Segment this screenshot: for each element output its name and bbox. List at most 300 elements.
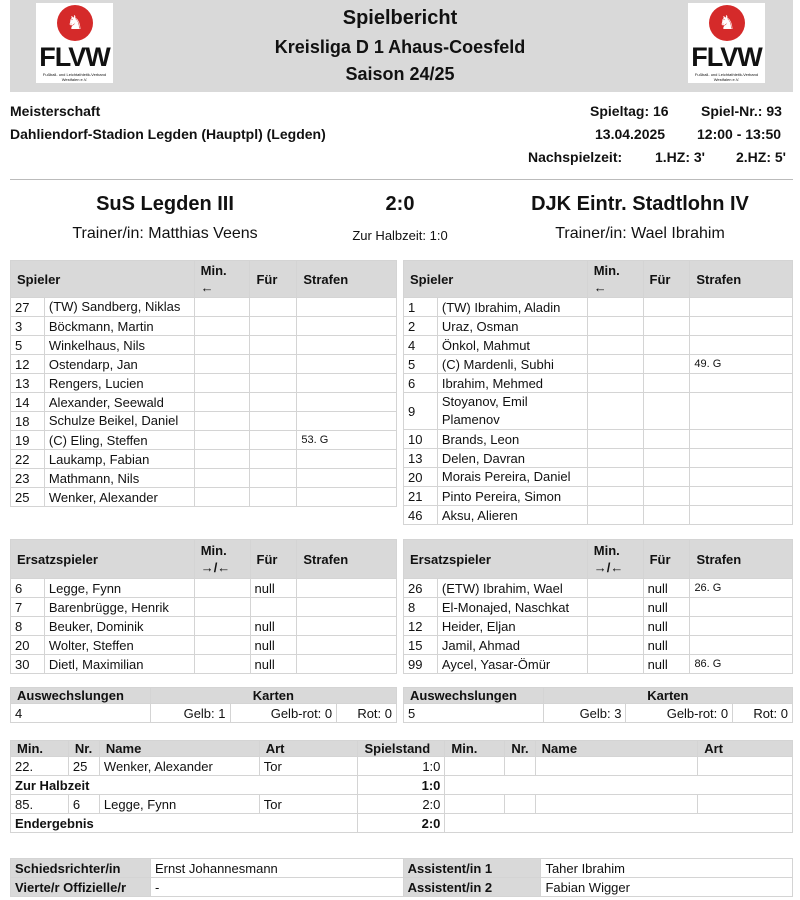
player-for: null <box>643 579 690 598</box>
assistant1-label: Assistent/in 1 <box>403 859 541 878</box>
player-row <box>404 468 793 487</box>
player-penalty <box>690 374 793 393</box>
player-minute <box>587 298 643 317</box>
player-for <box>250 412 297 431</box>
player-minute <box>194 636 250 655</box>
player-for <box>250 598 297 617</box>
home-team: SuS Legden III <box>96 193 234 215</box>
player-minute <box>587 336 643 355</box>
divider <box>10 179 793 180</box>
player-penalty <box>690 449 793 468</box>
away-goal-cell <box>535 757 698 776</box>
player-for: null <box>643 617 690 636</box>
player-for <box>643 487 690 506</box>
player-row <box>11 431 397 450</box>
spielstand-header: Spielstand <box>358 741 445 757</box>
goal-type: Tor <box>259 795 358 814</box>
match-number: Spiel-Nr.: 93 <box>701 103 782 119</box>
player-row <box>404 374 793 393</box>
empty-cell <box>445 814 793 833</box>
player-row <box>11 450 397 469</box>
report-title: Spielbericht <box>342 7 458 29</box>
player-row <box>404 655 793 674</box>
home-coach: Trainer/in: Matthias Veens <box>72 225 258 242</box>
player-name: Winkelhaus, Nils <box>44 336 194 355</box>
strafen-header: Strafen <box>297 261 397 298</box>
home-summary-table <box>10 687 397 723</box>
fourth-official-name: - <box>150 878 403 897</box>
player-for: null <box>250 636 297 655</box>
player-minute <box>194 579 250 598</box>
away-subs-count: 5 <box>404 704 544 723</box>
player-name: Heider, Eljan <box>437 617 587 636</box>
league-name: Kreisliga D 1 Ahaus-Coesfeld <box>274 37 526 57</box>
player-number: 12 <box>11 355 45 374</box>
player-number: 46 <box>404 506 438 525</box>
away-red: Rot: 0 <box>733 704 793 723</box>
player-penalty <box>690 468 793 487</box>
player-name: Pinto Pereira, Simon <box>437 487 587 506</box>
away-goal-cell <box>445 757 505 776</box>
fuer-header: Für <box>643 261 690 298</box>
player-for <box>250 393 297 412</box>
player-number: 27 <box>11 298 45 317</box>
arrows-swap-icon: →/← <box>593 560 624 575</box>
player-row <box>11 374 397 393</box>
player-minute <box>587 393 643 430</box>
player-minute <box>587 487 643 506</box>
goals-table <box>10 740 793 833</box>
player-penalty: 26. G <box>690 579 793 598</box>
player-number: 1 <box>404 298 438 317</box>
player-number: 99 <box>404 655 438 674</box>
player-minute <box>194 469 250 488</box>
player-minute <box>194 317 250 336</box>
player-number: 21 <box>404 487 438 506</box>
player-name: Schulze Beikel, Daniel <box>44 412 194 431</box>
goal-scorer-name: Legge, Fynn <box>99 795 259 814</box>
empty-cell <box>445 776 793 795</box>
logo-subtext: Fußball- und Leichtathletik-Verband Westfalen e.V. <box>694 72 759 82</box>
goal-art-header-away: Art <box>698 741 793 757</box>
player-penalty <box>690 598 793 617</box>
matchday: Spieltag: 16 <box>590 103 669 119</box>
player-for <box>643 336 690 355</box>
fourth-official-label: Vierte/r Offizielle/r <box>11 878 151 897</box>
player-name: Wolter, Steffen <box>44 636 194 655</box>
player-penalty <box>297 317 397 336</box>
player-row <box>11 636 397 655</box>
player-minute <box>194 617 250 636</box>
player-for <box>643 468 690 487</box>
player-name: Önkol, Mahmut <box>437 336 587 355</box>
min-label: Min. <box>200 543 227 558</box>
home-subs-count: 4 <box>11 704 151 723</box>
extra-time-second-half: 2.HZ: 5' <box>736 149 787 165</box>
player-penalty: 86. G <box>690 655 793 674</box>
extra-time-label: Nachspielzeit: <box>528 149 623 165</box>
player-name: (C) Mardenli, Subhi <box>437 355 587 374</box>
arrow-left-icon: ← <box>593 280 607 295</box>
assistant1-name: Taher Ibrahim <box>541 859 793 878</box>
away-summary-table <box>403 687 793 723</box>
goal-min-header-away: Min. <box>445 741 505 757</box>
player-name: Morais Pereira, Daniel <box>437 468 587 487</box>
player-name: Delen, Davran <box>437 449 587 468</box>
player-minute <box>194 488 250 507</box>
away-yellow-red: Gelb-rot: 0 <box>626 704 733 723</box>
player-penalty <box>690 430 793 449</box>
player-number: 8 <box>11 617 45 636</box>
player-minute <box>194 598 250 617</box>
player-for <box>250 488 297 507</box>
player-row <box>404 336 793 355</box>
player-number: 26 <box>404 579 438 598</box>
min-label: Min. <box>593 543 620 558</box>
auswechslungen-header: Auswechslungen <box>11 688 151 704</box>
player-number: 5 <box>404 355 438 374</box>
player-for <box>643 449 690 468</box>
logo-subtext: Fußball- und Leichtathletik-Verband Westfalen e.V. <box>42 72 107 82</box>
player-for <box>643 317 690 336</box>
player-number: 18 <box>11 412 45 431</box>
player-number: 13 <box>11 374 45 393</box>
player-name: Beuker, Dominik <box>44 617 194 636</box>
score-stage-value: 2:0 <box>358 814 445 833</box>
competition: Meisterschaft <box>10 103 101 119</box>
goal-nr-header-away: Nr. <box>505 741 535 757</box>
player-row <box>11 412 397 431</box>
player-for: null <box>643 636 690 655</box>
player-number: 6 <box>404 374 438 393</box>
player-for: null <box>250 617 297 636</box>
player-for <box>250 298 297 317</box>
away-goal-cell <box>698 795 793 814</box>
player-for <box>250 431 297 450</box>
player-penalty <box>297 469 397 488</box>
player-number: 6 <box>11 579 45 598</box>
strafen-header: Strafen <box>297 540 397 579</box>
goal-name-header: Name <box>99 741 259 757</box>
player-name: Uraz, Osman <box>437 317 587 336</box>
halftime-score: Zur Halbzeit: 1:0 <box>352 228 448 243</box>
player-minute <box>194 355 250 374</box>
player-minute <box>587 355 643 374</box>
fuer-header: Für <box>250 261 297 298</box>
player-number: 15 <box>404 636 438 655</box>
goal-scorer-number: 6 <box>68 795 99 814</box>
logo-wordmark: FLVW <box>39 42 110 72</box>
player-row <box>404 636 793 655</box>
player-for <box>250 374 297 393</box>
player-minute <box>194 412 250 431</box>
goal-art-header: Art <box>259 741 358 757</box>
player-name: Jamil, Ahmad <box>437 636 587 655</box>
player-minute <box>587 449 643 468</box>
goal-score: 1:0 <box>358 757 445 776</box>
player-minute <box>194 450 250 469</box>
goal-type: Tor <box>259 757 358 776</box>
karten-header: Karten <box>150 688 396 704</box>
player-for <box>250 317 297 336</box>
away-goal-cell <box>698 757 793 776</box>
player-minute <box>194 655 250 674</box>
player-row <box>11 617 397 636</box>
player-name: Wenker, Alexander <box>44 488 194 507</box>
player-number: 20 <box>11 636 45 655</box>
away-goal-cell <box>505 757 535 776</box>
player-row <box>11 317 397 336</box>
player-row <box>404 298 793 317</box>
home-red: Rot: 0 <box>337 704 397 723</box>
player-row <box>11 598 397 617</box>
extra-time-first-half: 1.HZ: 3' <box>655 149 706 165</box>
player-penalty <box>297 412 397 431</box>
player-for <box>643 298 690 317</box>
player-number: 12 <box>404 617 438 636</box>
player-number: 14 <box>11 393 45 412</box>
player-row <box>404 617 793 636</box>
spieler-header: Spieler <box>404 261 588 298</box>
goal-score: 2:0 <box>358 795 445 814</box>
player-number: 19 <box>11 431 45 450</box>
away-coach: Trainer/in: Wael Ibrahim <box>555 225 725 242</box>
player-penalty <box>297 393 397 412</box>
final-score: 2:0 <box>385 193 415 215</box>
player-minute <box>587 317 643 336</box>
player-name: Alexander, Seewald <box>44 393 194 412</box>
player-minute <box>587 598 643 617</box>
player-penalty <box>690 317 793 336</box>
player-penalty <box>297 579 397 598</box>
player-minute <box>587 636 643 655</box>
player-name: Böckmann, Martin <box>44 317 194 336</box>
ersatz-header: Ersatzspieler <box>11 540 195 579</box>
fuer-header: Für <box>250 540 297 579</box>
min-header <box>194 261 250 298</box>
score-stage-value: 1:0 <box>358 776 445 795</box>
min-header <box>587 261 643 298</box>
horse-emblem-icon: ♞ <box>709 5 745 41</box>
karten-header: Karten <box>543 688 792 704</box>
player-for: null <box>643 598 690 617</box>
player-penalty <box>690 336 793 355</box>
player-penalty <box>297 336 397 355</box>
goal-minute: 85. <box>11 795 69 814</box>
goal-row <box>11 795 793 814</box>
player-minute <box>587 579 643 598</box>
home-yellow: Gelb: 1 <box>150 704 230 723</box>
player-name: Aycel, Yasar-Ömür <box>437 655 587 674</box>
goal-minute: 22. <box>11 757 69 776</box>
goal-row <box>11 776 793 795</box>
player-name: (TW) Sandberg, Niklas <box>44 298 194 317</box>
player-minute <box>194 336 250 355</box>
player-penalty <box>690 393 793 430</box>
player-row <box>11 298 397 317</box>
match-date: 13.04.2025 <box>595 126 666 142</box>
player-row <box>404 449 793 468</box>
player-number: 13 <box>404 449 438 468</box>
player-for <box>250 450 297 469</box>
season: Saison 24/25 <box>345 64 455 84</box>
player-name: (TW) Ibrahim, Aladin <box>437 298 587 317</box>
player-name: (C) Eling, Steffen <box>44 431 194 450</box>
auswechslungen-header: Auswechslungen <box>404 688 544 704</box>
player-row <box>11 655 397 674</box>
away-lineup-table <box>403 260 793 525</box>
player-penalty <box>297 617 397 636</box>
player-penalty <box>690 617 793 636</box>
player-number: 3 <box>11 317 45 336</box>
spieler-header: Spieler <box>11 261 195 298</box>
player-for <box>643 393 690 430</box>
player-name: Barenbrügge, Henrik <box>44 598 194 617</box>
away-goal-cell <box>505 795 535 814</box>
player-for <box>643 355 690 374</box>
venue: Dahliendorf-Stadion Legden (Hauptpl) (Legden) <box>10 126 326 142</box>
match-time: 12:00 - 13:50 <box>697 126 782 142</box>
player-row <box>404 598 793 617</box>
goal-row <box>11 814 793 833</box>
strafen-header: Strafen <box>690 261 793 298</box>
home-lineup-table <box>10 260 397 507</box>
player-row <box>11 469 397 488</box>
referee-name: Ernst Johannesmann <box>150 859 403 878</box>
player-row <box>11 579 397 598</box>
player-row <box>404 579 793 598</box>
min-label: Min. <box>593 263 620 278</box>
home-subs-table <box>10 539 397 674</box>
player-minute <box>587 617 643 636</box>
player-number: 4 <box>404 336 438 355</box>
player-row <box>404 355 793 374</box>
logo-wordmark: FLVW <box>691 42 762 72</box>
player-name: El-Monajed, Naschkat <box>437 598 587 617</box>
player-for: null <box>643 655 690 674</box>
player-for <box>250 355 297 374</box>
player-number: 7 <box>11 598 45 617</box>
player-for <box>643 374 690 393</box>
goal-name-header-away: Name <box>535 741 698 757</box>
player-penalty <box>690 298 793 317</box>
away-goal-cell <box>445 795 505 814</box>
player-penalty <box>297 655 397 674</box>
player-row <box>404 487 793 506</box>
home-yellow-red: Gelb-rot: 0 <box>230 704 337 723</box>
officials-table <box>10 858 793 897</box>
player-row <box>11 355 397 374</box>
player-name: Laukamp, Fabian <box>44 450 194 469</box>
player-name: Ostendarp, Jan <box>44 355 194 374</box>
arrow-left-icon: ← <box>200 280 214 295</box>
player-name: Aksu, Alieren <box>437 506 587 525</box>
player-penalty <box>297 598 397 617</box>
goal-min-header: Min. <box>11 741 69 757</box>
player-name: Stoyanov, Emil Plamenov <box>437 393 587 430</box>
score-stage-label: Endergebnis <box>11 814 358 833</box>
player-number: 8 <box>404 598 438 617</box>
assistant2-label: Assistent/in 2 <box>403 878 541 897</box>
player-penalty <box>297 488 397 507</box>
away-yellow: Gelb: 3 <box>543 704 626 723</box>
player-minute <box>194 298 250 317</box>
player-row <box>11 488 397 507</box>
player-name: Dietl, Maximilian <box>44 655 194 674</box>
strafen-header: Strafen <box>690 540 793 579</box>
player-minute <box>587 655 643 674</box>
assistant2-name: Fabian Wigger <box>541 878 793 897</box>
referee-label: Schiedsrichter/in <box>11 859 151 878</box>
goal-scorer-name: Wenker, Alexander <box>99 757 259 776</box>
player-for: null <box>250 579 297 598</box>
away-team: DJK Eintr. Stadtlohn IV <box>531 193 749 215</box>
player-name: Brands, Leon <box>437 430 587 449</box>
player-number: 2 <box>404 317 438 336</box>
player-minute <box>194 431 250 450</box>
player-penalty <box>690 487 793 506</box>
player-row <box>11 393 397 412</box>
score-stage-label: Zur Halbzeit <box>11 776 358 795</box>
min-header <box>194 540 250 579</box>
player-name: Rengers, Lucien <box>44 374 194 393</box>
min-label: Min. <box>200 263 227 278</box>
player-number: 5 <box>11 336 45 355</box>
player-penalty <box>297 636 397 655</box>
away-subs-table <box>403 539 793 674</box>
player-number: 20 <box>404 468 438 487</box>
player-number: 22 <box>11 450 45 469</box>
player-name: Mathmann, Nils <box>44 469 194 488</box>
player-number: 23 <box>11 469 45 488</box>
player-penalty <box>297 374 397 393</box>
player-penalty <box>297 298 397 317</box>
goal-row <box>11 757 793 776</box>
player-row <box>404 317 793 336</box>
player-penalty: 53. G <box>297 431 397 450</box>
player-minute <box>587 430 643 449</box>
player-penalty <box>690 636 793 655</box>
player-for <box>643 430 690 449</box>
player-minute <box>587 506 643 525</box>
player-minute <box>587 374 643 393</box>
player-number: 9 <box>404 393 438 430</box>
min-header <box>587 540 643 579</box>
horse-emblem-icon: ♞ <box>57 5 93 41</box>
goal-nr-header: Nr. <box>68 741 99 757</box>
player-minute <box>194 393 250 412</box>
player-for <box>250 336 297 355</box>
player-row <box>404 506 793 525</box>
player-row <box>404 393 793 430</box>
player-number: 25 <box>11 488 45 507</box>
player-name: (ETW) Ibrahim, Wael <box>437 579 587 598</box>
fuer-header: Für <box>643 540 690 579</box>
player-penalty <box>297 355 397 374</box>
player-for <box>643 506 690 525</box>
player-for <box>250 469 297 488</box>
player-penalty: 49. G <box>690 355 793 374</box>
away-goal-cell <box>535 795 698 814</box>
ersatz-header: Ersatzspieler <box>404 540 588 579</box>
player-penalty <box>297 450 397 469</box>
player-minute <box>194 374 250 393</box>
player-minute <box>587 468 643 487</box>
player-name: Ibrahim, Mehmed <box>437 374 587 393</box>
arrows-swap-icon: →/← <box>200 560 231 575</box>
player-number: 30 <box>11 655 45 674</box>
player-penalty <box>690 506 793 525</box>
